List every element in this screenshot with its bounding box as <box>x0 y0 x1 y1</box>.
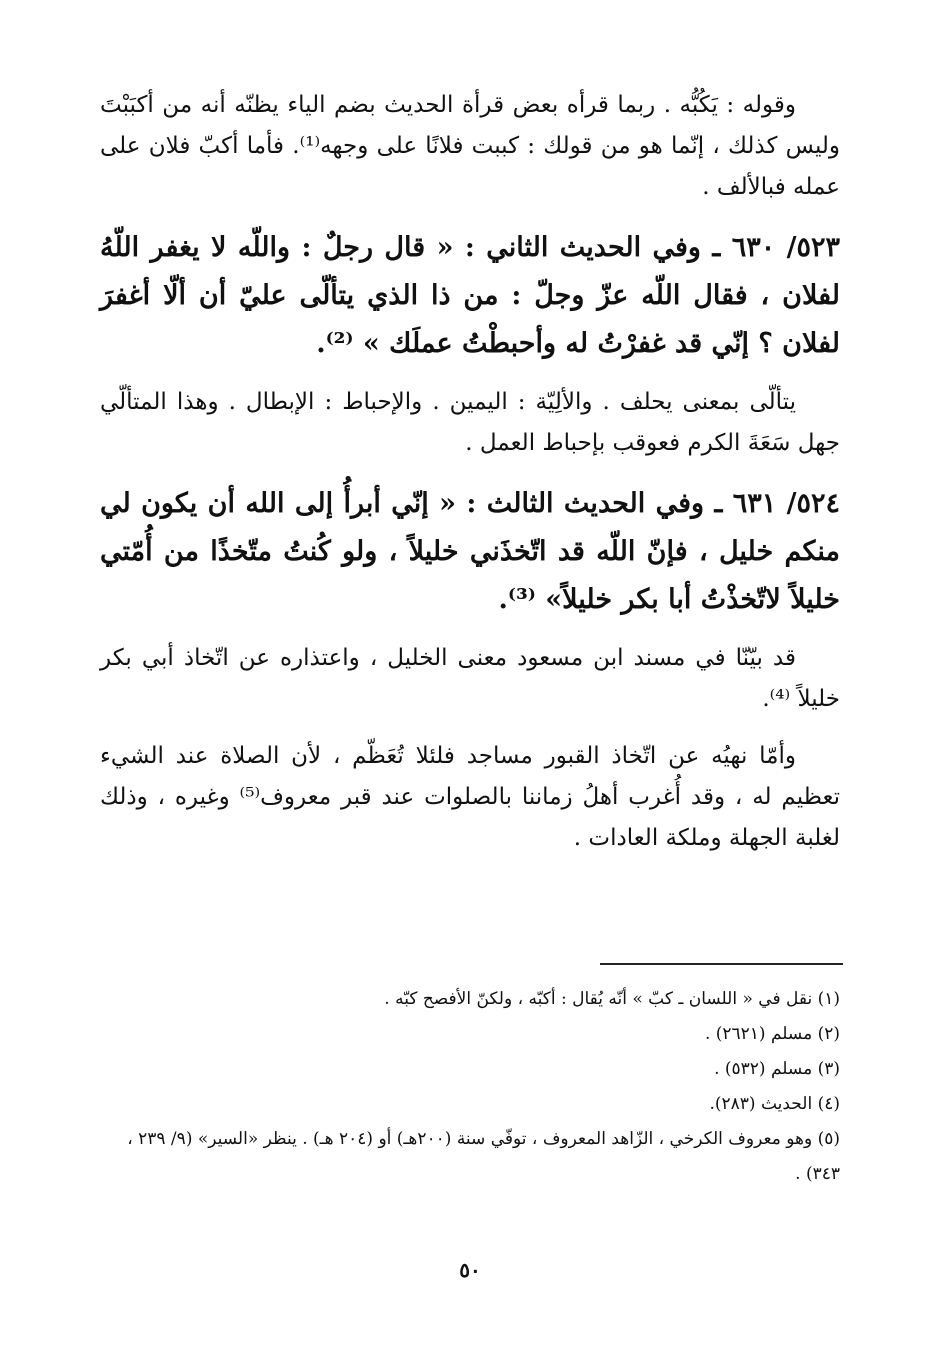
footnotes <box>100 982 840 1192</box>
footnote-divider <box>600 963 843 965</box>
hadith-523: ٥٢٣/ ٦٣٠ ـ وفي الحديث الثاني : « قال رجلٌ : واللّه لا يغفر اللّهُ لفلان ، فقال اللّه عزّ وجلّ : من ذا الذي يتألّى عليّ أن ألّا أغفرَ لفلان ؟ إنّي قد غفرْتُ له وأحبطْتُ عملَك » ⁽²⁾. <box>100 232 841 359</box>
page-number: ٥٠ <box>459 1258 481 1282</box>
main-text <box>100 85 840 875</box>
paragraph-explanation-1: وقوله : يَكُبُّه . ربما قرأه بعض قرأة الحديث بضم الياء يظنّه أنه من أكبَبْتَ وليس كذلك ، إنّما هو من قولك : كببت فلانًا على وجهه⁽¹⁾. فأما أكبّ فلان على عمله فبالألف . <box>100 92 841 200</box>
hadith-524: ٥٢٤/ ٦٣١ ـ وفي الحديث الثالث : « إنّي أبرأُ إلى الله أن يكون لي منكم خليل ، فإنّ اللّه قد اتّخذَني خليلاً ، ولو كُنتُ متّخذًا من أُمّتي خليلاً لاتّخذْتُ أبا بكر خليلاً» ⁽³⁾. <box>100 488 840 615</box>
footnote-1: (١) نقل في « اللسان ـ كبّ » أنّه يُقال : أكبّه ، ولكنّ الأفصح كبّه . <box>384 989 840 1009</box>
paragraph-explanation-2: يتألّى بمعنى يحلف . والألِيّة : اليمين . والإحباط : الإبطال . وهذا المتألّي جهل سَعَةَ الكرم فعوقب بإحباط العمل . <box>100 389 840 456</box>
footnote-4: (٤) الحديث (٢٨٣). <box>709 1094 840 1114</box>
paragraph-explanation-4: وأمّا نهيُه عن اتّخاذ القبور مساجد فلئلا تُعَظّم ، لأن الصلاة عند الشيء تعظيم له ، وقد أُغرب أهلُ زماننا بالصلوات عند قبر معروف⁽⁵⁾ وغيره ، وذلك لغلبة الجهلة وملكة العادات . <box>100 743 841 851</box>
paragraph-explanation-3: قد بيّنّا في مسند ابن مسعود معنى الخليل ، واعتذاره عن اتّخاذ أبي بكر خليلاً ⁽⁴⁾. <box>100 645 840 712</box>
footnote-5: (٥) وهو معروف الكرخي ، الزّاهد المعروف ، توفّي سنة (٢٠٠هـ) أو (٢٠٤ هـ) . ينظر «السير» (٩/ ٢٣٩ ، ٣٤٣) . <box>127 1129 840 1184</box>
footnote-3: (٣) مسلم (٥٣٢) . <box>714 1059 840 1079</box>
footnote-2: (٢) مسلم (٢٦٢١) . <box>704 1024 840 1044</box>
